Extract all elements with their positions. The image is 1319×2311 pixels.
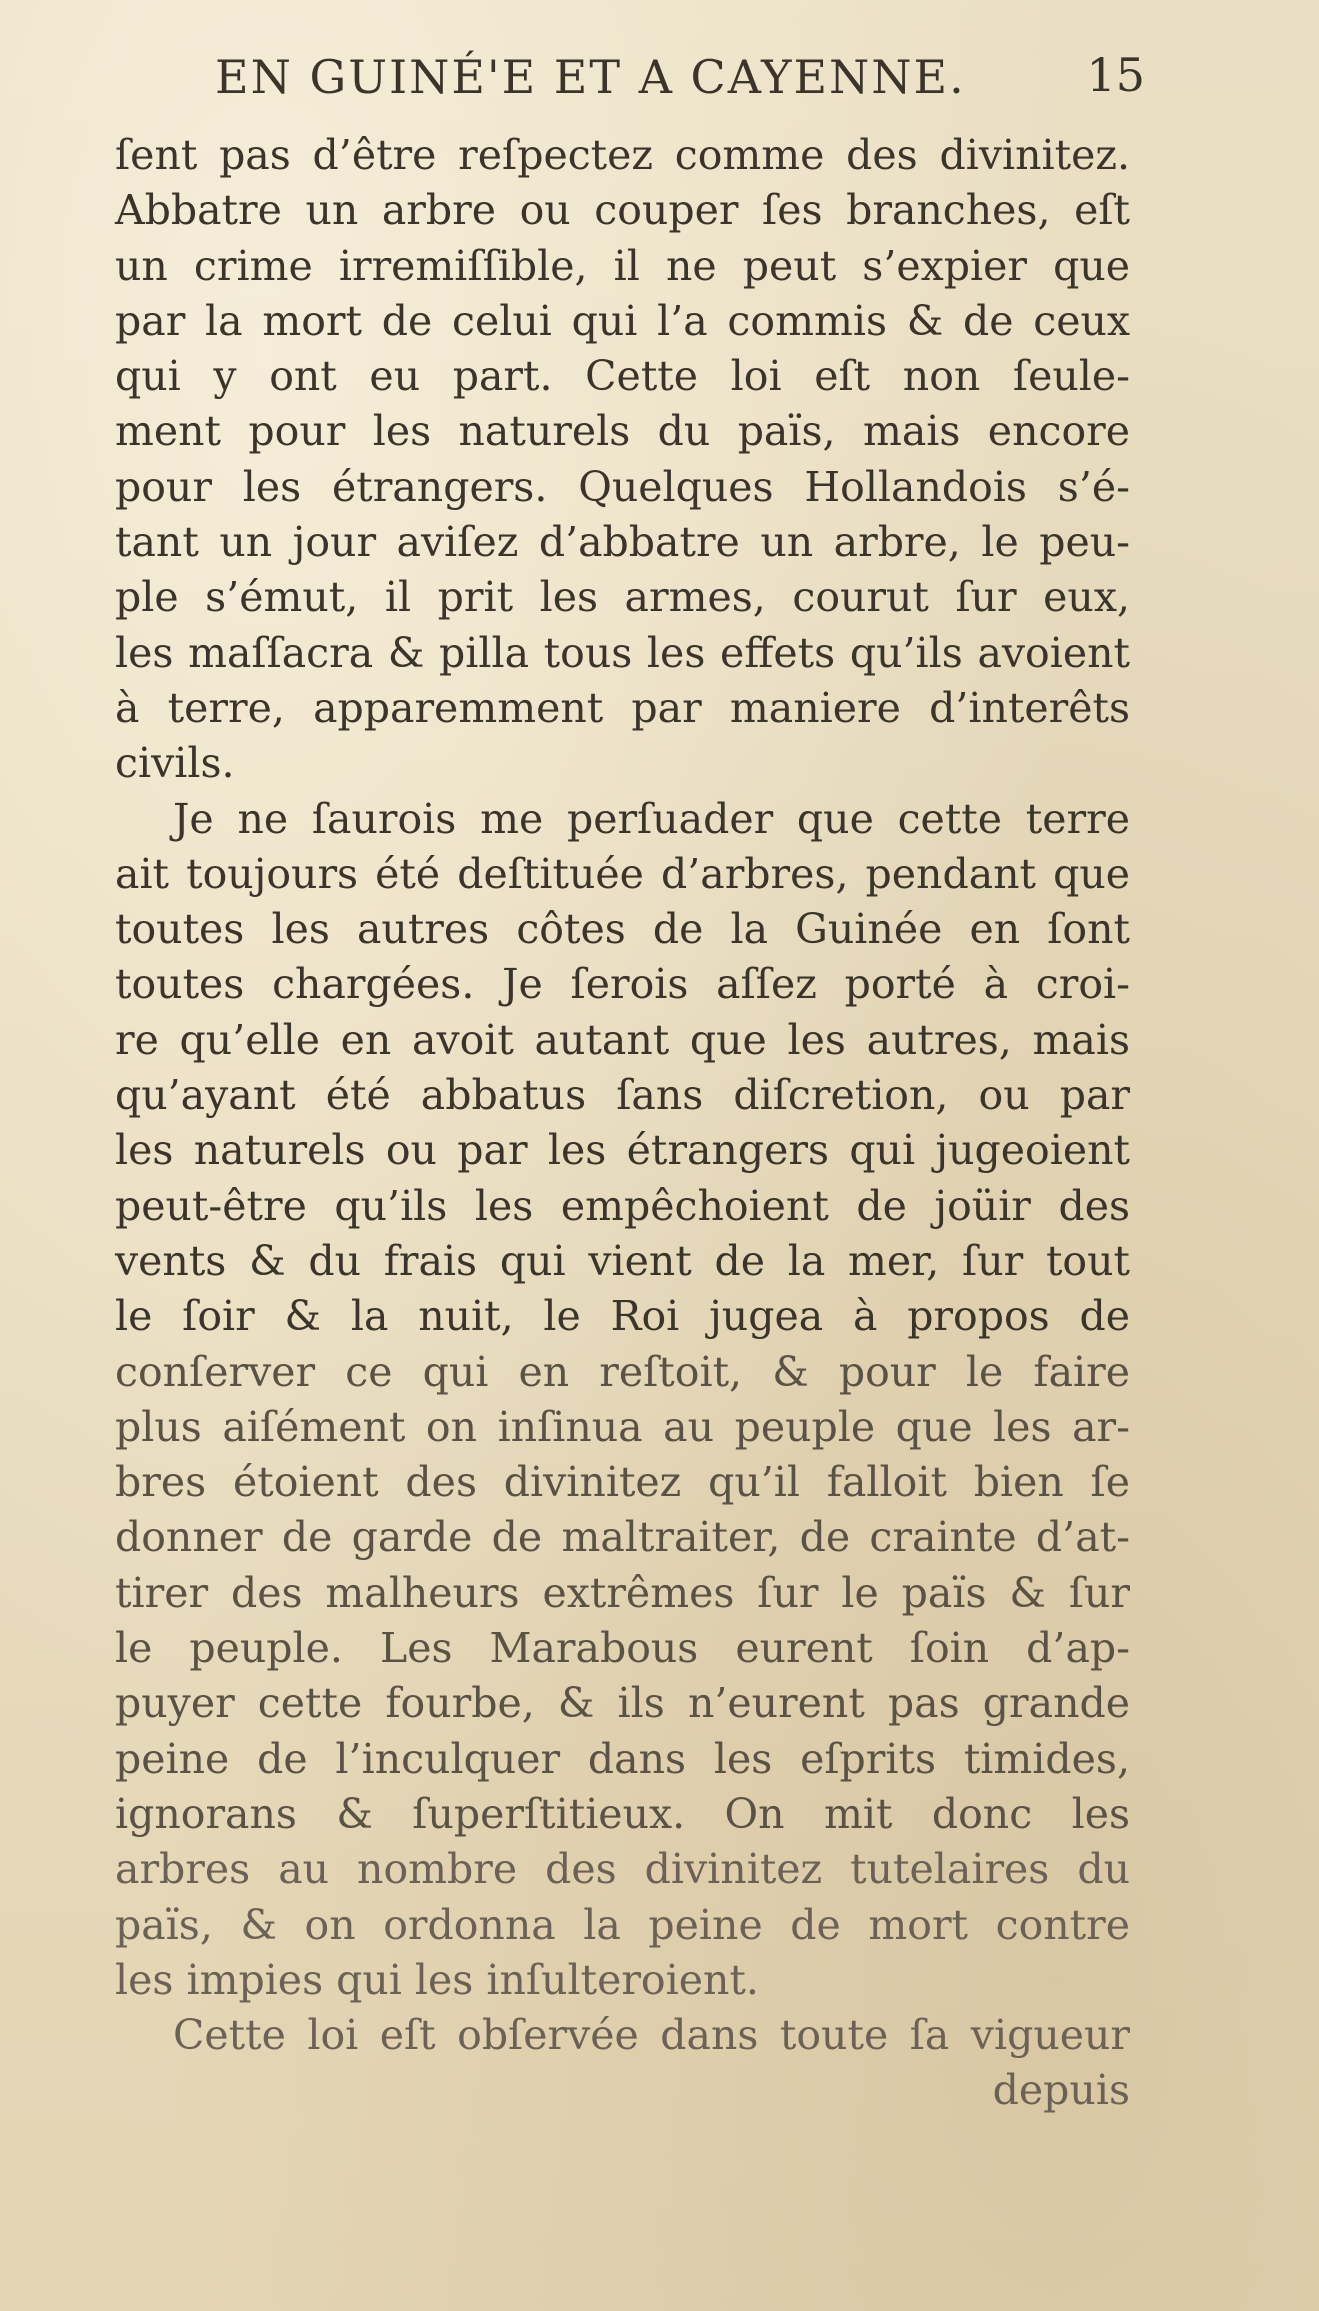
text-line: un crime irremiſſible, il ne peut s’expier que (115, 241, 1130, 290)
text-line: peut-être qu’ils les empêchoient de joüir des (115, 1181, 1130, 1230)
text-line: arbres au nombre des divinitez tutelaires du (115, 1845, 1130, 1894)
text-line: donner de garde de maltraiter, de crainte d’at- (115, 1513, 1130, 1562)
running-head: EN GUINÉ'E ET A CAYENNE. (215, 50, 966, 104)
text-line: les impies qui les inſulteroient. (115, 1955, 759, 2004)
text-line: les maſſacra & pilla tous les effets qu’ils avoient (115, 628, 1130, 677)
body-text (115, 128, 1130, 2119)
text-line: qu’ayant été abbatus ſans diſcretion, ou par (115, 1071, 1130, 1120)
paragraph (115, 2008, 1130, 2063)
paragraph (115, 792, 1130, 2009)
catchword: depuis (992, 2066, 1130, 2115)
text-line: ſent pas d’être reſpectez comme des divinitez. (115, 131, 1130, 179)
text-line: païs, & on ordonna la peine de mort contre (115, 1900, 1130, 1949)
text-line: ment pour les naturels du païs, mais encore (115, 407, 1130, 456)
text-line: Cette loi eſt obſervée dans toute ſa vigueur (173, 2011, 1130, 2060)
text-line: plus aiſément on inſinua au peuple que les ar- (115, 1402, 1130, 1451)
text-line: toutes les autres côtes de la Guinée en ſont (115, 905, 1130, 954)
text-line: pour les étrangers. Quelques Hollandois s’é- (115, 462, 1130, 511)
text-line: puyer cette fourbe, & ils n’eurent pas grande (115, 1679, 1130, 1728)
text-line: conſerver ce qui en reſtoit, & pour le faire (115, 1347, 1130, 1396)
text-line: ple s’émut, il prit les armes, courut ſur eux, (115, 573, 1130, 622)
page-number: 15 (1086, 48, 1145, 102)
text-line: Je ne ſaurois me perſuader que cette terre (173, 794, 1130, 843)
text-line: toutes chargées. Je ſerois aſſez porté à croi- (115, 960, 1130, 1009)
text-line: Abbatre un arbre ou couper ſes branches, eſt (115, 186, 1130, 235)
paragraph (115, 128, 1130, 792)
text-line: ait toujours été deſtituée d’arbres, pendant que (115, 849, 1130, 898)
text-line: tirer des malheurs extrêmes ſur le païs & ſur (115, 1568, 1130, 1617)
text-line: qui y ont eu part. Cette loi eſt non ſeule- (115, 352, 1130, 401)
text-line: bres étoient des divinitez qu’il falloit bien ſe (115, 1458, 1130, 1507)
text-line: le peuple. Les Marabous eurent ſoin d’ap- (115, 1624, 1130, 1673)
text-line: re qu’elle en avoit autant que les autres, mais (115, 1015, 1130, 1064)
text-line: les naturels ou par les étrangers qui jugeoient (115, 1126, 1130, 1175)
text-line: vents & du frais qui vient de la mer, ſur tout (115, 1236, 1130, 1285)
page-header (115, 42, 1145, 112)
text-line: à terre, apparemment par maniere d’interêts (115, 683, 1130, 732)
text-line: civils. (115, 739, 235, 788)
text-line: le ſoir & la nuit, le Roi jugea à propos de (115, 1292, 1130, 1341)
text-line: ignorans & ſuperſtitieux. On mit donc les (115, 1789, 1130, 1838)
text-line: tant un jour aviſez d’abbatre un arbre, le peu- (115, 518, 1130, 567)
text-line: par la mort de celui qui l’a commis & de ceux (115, 296, 1130, 345)
text-line: peine de l’inculquer dans les eſprits timides, (115, 1734, 1130, 1783)
